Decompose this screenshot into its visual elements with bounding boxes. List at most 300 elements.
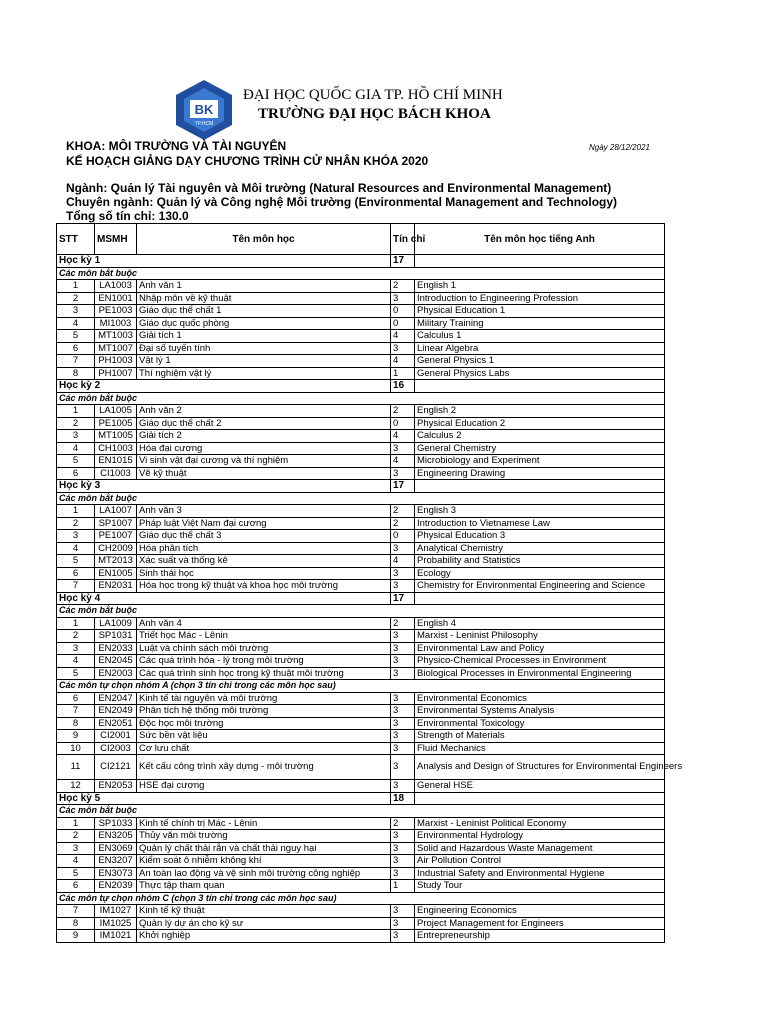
cell-name: Vật lý 1 xyxy=(137,355,391,368)
cell-name-en: English 1 xyxy=(415,280,665,293)
cell-code: PH1007 xyxy=(95,367,137,380)
cell-code: EN3073 xyxy=(95,867,137,880)
cell-code: EN1005 xyxy=(95,567,137,580)
cell-code: SP1033 xyxy=(95,817,137,830)
cell-code: EN2051 xyxy=(95,717,137,730)
cell-code: IM1027 xyxy=(95,905,137,918)
cell-name: Giải tích 2 xyxy=(137,430,391,443)
bk-logo xyxy=(172,78,236,142)
document-header xyxy=(0,0,768,140)
cell-code: IM1021 xyxy=(95,930,137,943)
table-row xyxy=(57,467,665,480)
cell-credits: 3 xyxy=(391,867,415,880)
cell-code: EN2003 xyxy=(95,667,137,680)
cell-stt: 9 xyxy=(57,730,95,743)
cell-stt: 7 xyxy=(57,355,95,368)
cell-name-en: Marxist - Leninist Philosophy xyxy=(415,630,665,643)
cell-stt: 3 xyxy=(57,430,95,443)
cell-credits: 0 xyxy=(391,305,415,318)
cell-name: Anh văn 3 xyxy=(137,505,391,518)
cell-name-en: Industrial Safety and Environmental Hygiene xyxy=(415,867,665,880)
cell-name: Thực tập tham quan xyxy=(137,880,391,893)
cell-code: CH1003 xyxy=(95,442,137,455)
cell-name-en: English 4 xyxy=(415,617,665,630)
university-name: ĐẠI HỌC QUỐC GIA TP. HỒ CHÍ MINH xyxy=(243,87,503,103)
cell-stt: 4 xyxy=(57,855,95,868)
table-row xyxy=(57,530,665,543)
table-row xyxy=(57,430,665,443)
table-row xyxy=(57,705,665,718)
header-stt: STT xyxy=(57,224,95,255)
cell-credits: 3 xyxy=(391,342,415,355)
table-row xyxy=(57,880,665,893)
cell-name: Hóa đại cương xyxy=(137,442,391,455)
cell-stt: 6 xyxy=(57,692,95,705)
cell-code: EN3207 xyxy=(95,855,137,868)
cell-name: Phân tích hệ thống môi trường xyxy=(137,705,391,718)
cell-credits: 3 xyxy=(391,467,415,480)
cell-code: EN2049 xyxy=(95,705,137,718)
cell-credits: 3 xyxy=(391,442,415,455)
cell-stt: 2 xyxy=(57,830,95,843)
cell-name: Kinh tế kỹ thuật xyxy=(137,905,391,918)
cell-code: CH2009 xyxy=(95,542,137,555)
cell-credits: 3 xyxy=(391,842,415,855)
cell-name-en: Ecology xyxy=(415,567,665,580)
table-row xyxy=(57,567,665,580)
cell-stt: 3 xyxy=(57,530,95,543)
cell-name: Kinh tế tài nguyên và môi trường xyxy=(137,692,391,705)
cell-stt: 4 xyxy=(57,655,95,668)
header-course-name-en: Tên môn học tiếng Anh xyxy=(415,224,665,255)
cell-code: LA1005 xyxy=(95,405,137,418)
group-row xyxy=(57,492,665,505)
table-row xyxy=(57,642,665,655)
cell-code: PE1005 xyxy=(95,417,137,430)
table-row xyxy=(57,755,665,780)
cell-credits: 2 xyxy=(391,617,415,630)
table-row xyxy=(57,667,665,680)
cell-name: Anh văn 1 xyxy=(137,280,391,293)
semester-credits: 17 xyxy=(391,592,415,605)
cell-stt: 2 xyxy=(57,417,95,430)
major-line: Ngành: Quản lý Tài nguyên và Môi trường (Natural Resources and Environmental Management) xyxy=(66,181,612,195)
cell-credits: 2 xyxy=(391,405,415,418)
cell-name-en: Physical Education 1 xyxy=(415,305,665,318)
table-row xyxy=(57,617,665,630)
cell-name-en: Project Management for Engineers xyxy=(415,917,665,930)
table-row xyxy=(57,355,665,368)
cell-name-en: Environmental Hydrology xyxy=(415,830,665,843)
cell-credits: 3 xyxy=(391,542,415,555)
cell-stt: 8 xyxy=(57,917,95,930)
cell-code: SP1031 xyxy=(95,630,137,643)
table-row xyxy=(57,855,665,868)
cell-name: Các quá trình sinh học trong kỹ thuật môi trường xyxy=(137,667,391,680)
cell-name-en: Air Pollution Control xyxy=(415,855,665,868)
cell-name-en: Environmental Systems Analysis xyxy=(415,705,665,718)
cell-credits: 2 xyxy=(391,517,415,530)
table-row xyxy=(57,280,665,293)
cell-credits: 3 xyxy=(391,567,415,580)
cell-credits: 0 xyxy=(391,317,415,330)
cell-name-en: Calculus 1 xyxy=(415,330,665,343)
cell-name: HSE đại cương xyxy=(137,780,391,793)
cell-name-en: Introduction to Vietnamese Law xyxy=(415,517,665,530)
semester-label: Học kỳ 4 xyxy=(57,592,391,605)
cell-code: SP1007 xyxy=(95,517,137,530)
cell-stt: 3 xyxy=(57,305,95,318)
semester-row xyxy=(57,255,665,268)
cell-credits: 1 xyxy=(391,367,415,380)
cell-stt: 9 xyxy=(57,930,95,943)
cell-stt: 1 xyxy=(57,617,95,630)
cell-name: Kết cấu công trình xây dựng - môi trường xyxy=(137,755,391,780)
cell-code: LA1003 xyxy=(95,280,137,293)
group-row xyxy=(57,805,665,818)
table-row xyxy=(57,905,665,918)
cell-code: EN3205 xyxy=(95,830,137,843)
cell-name: Sinh thái học xyxy=(137,567,391,580)
cell-stt: 7 xyxy=(57,705,95,718)
cell-credits: 3 xyxy=(391,717,415,730)
cell-name-en: Analytical Chemistry xyxy=(415,542,665,555)
table-row xyxy=(57,417,665,430)
cell-credits: 3 xyxy=(391,655,415,668)
cell-credits: 2 xyxy=(391,280,415,293)
cell-stt: 6 xyxy=(57,342,95,355)
cell-name: Nhập môn về kỹ thuật xyxy=(137,292,391,305)
table-row xyxy=(57,780,665,793)
cell-name-en: Introduction to Engineering Profession xyxy=(415,292,665,305)
cell-name-en: Physical Education 2 xyxy=(415,417,665,430)
document-date: Ngày 28/12/2021 xyxy=(589,143,650,152)
semester-row xyxy=(57,480,665,493)
semester-credits: 16 xyxy=(391,380,415,393)
cell-name-en: Military Training xyxy=(415,317,665,330)
cell-name-en: Linear Algebra xyxy=(415,342,665,355)
cell-credits: 3 xyxy=(391,667,415,680)
semester-label: Học kỳ 5 xyxy=(57,792,391,805)
cell-stt: 12 xyxy=(57,780,95,793)
cell-stt: 1 xyxy=(57,405,95,418)
cell-name: Quản lý dự án cho kỹ sư xyxy=(137,917,391,930)
table-row xyxy=(57,717,665,730)
cell-code: CI2001 xyxy=(95,730,137,743)
cell-name: Đại số tuyến tính xyxy=(137,342,391,355)
group-row xyxy=(57,605,665,618)
cell-name-en: General Chemistry xyxy=(415,442,665,455)
group-label: Các môn bắt buộc xyxy=(57,492,665,505)
cell-name-en: Engineering Economics xyxy=(415,905,665,918)
cell-stt: 3 xyxy=(57,642,95,655)
cell-name-en: Solid and Hazardous Waste Management xyxy=(415,842,665,855)
total-credits: Tổng số tín chỉ: 130.0 xyxy=(66,209,189,223)
semester-row xyxy=(57,380,665,393)
table-row xyxy=(57,542,665,555)
curriculum-table xyxy=(56,223,683,943)
table-row xyxy=(57,842,665,855)
cell-stt: 5 xyxy=(57,455,95,468)
cell-name: Anh văn 4 xyxy=(137,617,391,630)
cell-name-en: Microbiology and Experiment xyxy=(415,455,665,468)
cell-credits: 3 xyxy=(391,930,415,943)
cell-code: EN2031 xyxy=(95,580,137,593)
cell-name: Khởi nghiệp xyxy=(137,930,391,943)
cell-name-en: General Physics Labs xyxy=(415,367,665,380)
cell-name: Luật và chính sách môi trường xyxy=(137,642,391,655)
cell-name: Giáo dục quốc phòng xyxy=(137,317,391,330)
cell-name: Vẽ kỹ thuật xyxy=(137,467,391,480)
table-row xyxy=(57,405,665,418)
school-name: TRƯỜNG ĐẠI HỌC BÁCH KHOA xyxy=(258,106,491,122)
cell-code: CI2003 xyxy=(95,742,137,755)
cell-name: Hóa phân tích xyxy=(137,542,391,555)
table-row xyxy=(57,580,665,593)
cell-code: PE1007 xyxy=(95,530,137,543)
logo-text: BK xyxy=(194,102,214,117)
cell-stt: 4 xyxy=(57,317,95,330)
cell-name: Cơ lưu chất xyxy=(137,742,391,755)
table-row xyxy=(57,367,665,380)
cell-name: Sức bền vật liệu xyxy=(137,730,391,743)
cell-stt: 2 xyxy=(57,630,95,643)
cell-stt: 1 xyxy=(57,280,95,293)
cell-credits: 3 xyxy=(391,580,415,593)
cell-code: EN3069 xyxy=(95,842,137,855)
cell-code: MT1005 xyxy=(95,430,137,443)
group-label: Các môn tự chọn nhóm A (chọn 3 tín chỉ trong các môn học sau) xyxy=(57,680,665,693)
cell-name-en: General HSE xyxy=(415,780,665,793)
cell-name: Độc học môi trường xyxy=(137,717,391,730)
cell-stt: 8 xyxy=(57,717,95,730)
cell-stt: 2 xyxy=(57,292,95,305)
cell-name: Kiểm soát ô nhiễm không khí xyxy=(137,855,391,868)
cell-name-en: Biological Processes in Environmental Engineering xyxy=(415,667,665,680)
cell-credits: 1 xyxy=(391,880,415,893)
semester-label: Học kỳ 3 xyxy=(57,480,391,493)
cell-name: Thủy văn môi trường xyxy=(137,830,391,843)
cell-code: EN1001 xyxy=(95,292,137,305)
specialization-line: Chuyên ngành: Quản lý và Công nghệ Môi trường (Environmental Management and Technology) xyxy=(66,195,618,209)
cell-name-en: Engineering Drawing xyxy=(415,467,665,480)
table-row xyxy=(57,505,665,518)
cell-stt: 6 xyxy=(57,467,95,480)
cell-name-en: Environmental Law and Policy xyxy=(415,642,665,655)
semester-row xyxy=(57,592,665,605)
group-label: Các môn tự chọn nhóm C (chọn 3 tín chỉ trong các môn học sau) xyxy=(57,892,665,905)
cell-credits: 3 xyxy=(391,830,415,843)
table-header-row xyxy=(57,224,665,255)
cell-stt: 6 xyxy=(57,567,95,580)
cell-name-en: English 3 xyxy=(415,505,665,518)
table-row xyxy=(57,917,665,930)
table-row xyxy=(57,867,665,880)
cell-name: Kinh tế chính trị Mác - Lênin xyxy=(137,817,391,830)
group-label: Các môn bắt buộc xyxy=(57,392,665,405)
group-label: Các môn bắt buộc xyxy=(57,805,665,818)
cell-code: PE1003 xyxy=(95,305,137,318)
cell-name: An toàn lao động và vệ sinh môi trường công nghiệp xyxy=(137,867,391,880)
cell-credits: 3 xyxy=(391,780,415,793)
cell-name: Giáo dục thể chất 3 xyxy=(137,530,391,543)
cell-code: EN2039 xyxy=(95,880,137,893)
cell-stt: 11 xyxy=(57,755,95,780)
logo-subtext: TP.HCM xyxy=(194,121,214,127)
table-row xyxy=(57,692,665,705)
group-row xyxy=(57,892,665,905)
cell-credits: 3 xyxy=(391,292,415,305)
cell-name: Pháp luật Việt Nam đại cương xyxy=(137,517,391,530)
cell-stt: 1 xyxy=(57,505,95,518)
cell-credits: 0 xyxy=(391,417,415,430)
cell-credits: 3 xyxy=(391,755,415,780)
cell-credits: 2 xyxy=(391,817,415,830)
cell-code: MT1007 xyxy=(95,342,137,355)
table-row xyxy=(57,442,665,455)
cell-stt: 10 xyxy=(57,742,95,755)
cell-name-en: General Physics 1 xyxy=(415,355,665,368)
cell-stt: 7 xyxy=(57,905,95,918)
group-label: Các môn bắt buộc xyxy=(57,267,665,280)
table-row xyxy=(57,455,665,468)
cell-credits: 4 xyxy=(391,555,415,568)
header-credits: Tín chỉ xyxy=(391,224,415,255)
cell-name-en: Strength of Materials xyxy=(415,730,665,743)
cell-credits: 3 xyxy=(391,630,415,643)
cell-name-en: Fluid Mechanics xyxy=(415,742,665,755)
faculty-title: KHOA: MÔI TRƯỜNG VÀ TÀI NGUYÊN xyxy=(66,139,287,153)
header-course-name: Tên môn học xyxy=(137,224,391,255)
cell-stt: 5 xyxy=(57,330,95,343)
table-row xyxy=(57,330,665,343)
cell-name: Triết học Mác - Lênin xyxy=(137,630,391,643)
table-row xyxy=(57,630,665,643)
cell-name: Giáo dục thể chất 1 xyxy=(137,305,391,318)
cell-credits: 3 xyxy=(391,855,415,868)
cell-credits: 3 xyxy=(391,730,415,743)
cell-stt: 2 xyxy=(57,517,95,530)
cell-name: Giáo dục thể chất 2 xyxy=(137,417,391,430)
cell-stt: 5 xyxy=(57,667,95,680)
cell-name-en: Environmental Toxicology xyxy=(415,717,665,730)
cell-code: CI1003 xyxy=(95,467,137,480)
cell-credits: 4 xyxy=(391,330,415,343)
cell-name-en: Physical Education 3 xyxy=(415,530,665,543)
semester-row xyxy=(57,792,665,805)
cell-credits: 4 xyxy=(391,430,415,443)
cell-credits: 4 xyxy=(391,455,415,468)
cell-code: EN1015 xyxy=(95,455,137,468)
table-row xyxy=(57,830,665,843)
cell-code: EN2045 xyxy=(95,655,137,668)
cell-credits: 2 xyxy=(391,505,415,518)
cell-name-en: Probability and Statistics xyxy=(415,555,665,568)
cell-name-en: Environmental Economics xyxy=(415,692,665,705)
cell-name-en: Entrepreneurship xyxy=(415,930,665,943)
semester-credits: 18 xyxy=(391,792,415,805)
table-row xyxy=(57,517,665,530)
semester-credits: 17 xyxy=(391,480,415,493)
semester-label: Học kỳ 1 xyxy=(57,255,391,268)
cell-stt: 1 xyxy=(57,817,95,830)
semester-label: Học kỳ 2 xyxy=(57,380,391,393)
table-row xyxy=(57,742,665,755)
cell-credits: 3 xyxy=(391,905,415,918)
table-row xyxy=(57,292,665,305)
cell-name-en: Marxist - Leninist Political Economy xyxy=(415,817,665,830)
cell-credits: 0 xyxy=(391,530,415,543)
cell-name-en: Study Tour xyxy=(415,880,665,893)
cell-name-en: English 2 xyxy=(415,405,665,418)
table-row xyxy=(57,655,665,668)
cell-code: EN2047 xyxy=(95,692,137,705)
cell-name: Xác suất và thống kê xyxy=(137,555,391,568)
cell-code: MI1003 xyxy=(95,317,137,330)
plan-title: KẾ HOẠCH GIẢNG DẠY CHƯƠNG TRÌNH CỬ NHÂN KHÓA 2020 xyxy=(66,154,429,168)
cell-name: Hóa học trong kỹ thuật và khoa học môi trường xyxy=(137,580,391,593)
cell-name: Giải tích 1 xyxy=(137,330,391,343)
cell-code: EN2033 xyxy=(95,642,137,655)
cell-credits: 3 xyxy=(391,705,415,718)
cell-stt: 7 xyxy=(57,580,95,593)
semester-credits: 17 xyxy=(391,255,415,268)
cell-credits: 3 xyxy=(391,742,415,755)
cell-code: CI2121 xyxy=(95,755,137,780)
group-label: Các môn bắt buộc xyxy=(57,605,665,618)
cell-stt: 4 xyxy=(57,442,95,455)
cell-name-en: Physico-Chemical Processes in Environment xyxy=(415,655,665,668)
cell-code: EN2053 xyxy=(95,780,137,793)
cell-code: PH1003 xyxy=(95,355,137,368)
group-row xyxy=(57,267,665,280)
cell-name: Thí nghiệm vật lý xyxy=(137,367,391,380)
table-row xyxy=(57,305,665,318)
header-msmh: MSMH xyxy=(95,224,137,255)
cell-code: IM1025 xyxy=(95,917,137,930)
cell-stt: 4 xyxy=(57,542,95,555)
table-row xyxy=(57,817,665,830)
table-row xyxy=(57,342,665,355)
cell-name-en: Chemistry for Environmental Engineering and Science xyxy=(415,580,665,593)
cell-code: LA1009 xyxy=(95,617,137,630)
cell-name-en: Analysis and Design of Structures for Environmental Engineers xyxy=(415,755,665,780)
cell-name: Các quá trình hóa - lý trong môi trường xyxy=(137,655,391,668)
cell-name: Vi sinh vật đại cương và thí nghiệm xyxy=(137,455,391,468)
cell-stt: 5 xyxy=(57,555,95,568)
table-row xyxy=(57,730,665,743)
cell-code: MT1003 xyxy=(95,330,137,343)
cell-credits: 3 xyxy=(391,692,415,705)
cell-credits: 3 xyxy=(391,917,415,930)
cell-credits: 4 xyxy=(391,355,415,368)
table-row xyxy=(57,930,665,943)
cell-credits: 3 xyxy=(391,642,415,655)
cell-name-en: Calculus 2 xyxy=(415,430,665,443)
group-row xyxy=(57,680,665,693)
table-row xyxy=(57,317,665,330)
cell-stt: 3 xyxy=(57,842,95,855)
cell-stt: 8 xyxy=(57,367,95,380)
group-row xyxy=(57,392,665,405)
cell-code: MT2013 xyxy=(95,555,137,568)
cell-code: LA1007 xyxy=(95,505,137,518)
cell-stt: 5 xyxy=(57,867,95,880)
cell-name: Quản lý chất thải rắn và chất thải nguy hại xyxy=(137,842,391,855)
table-row xyxy=(57,555,665,568)
cell-stt: 6 xyxy=(57,880,95,893)
cell-name: Anh văn 2 xyxy=(137,405,391,418)
